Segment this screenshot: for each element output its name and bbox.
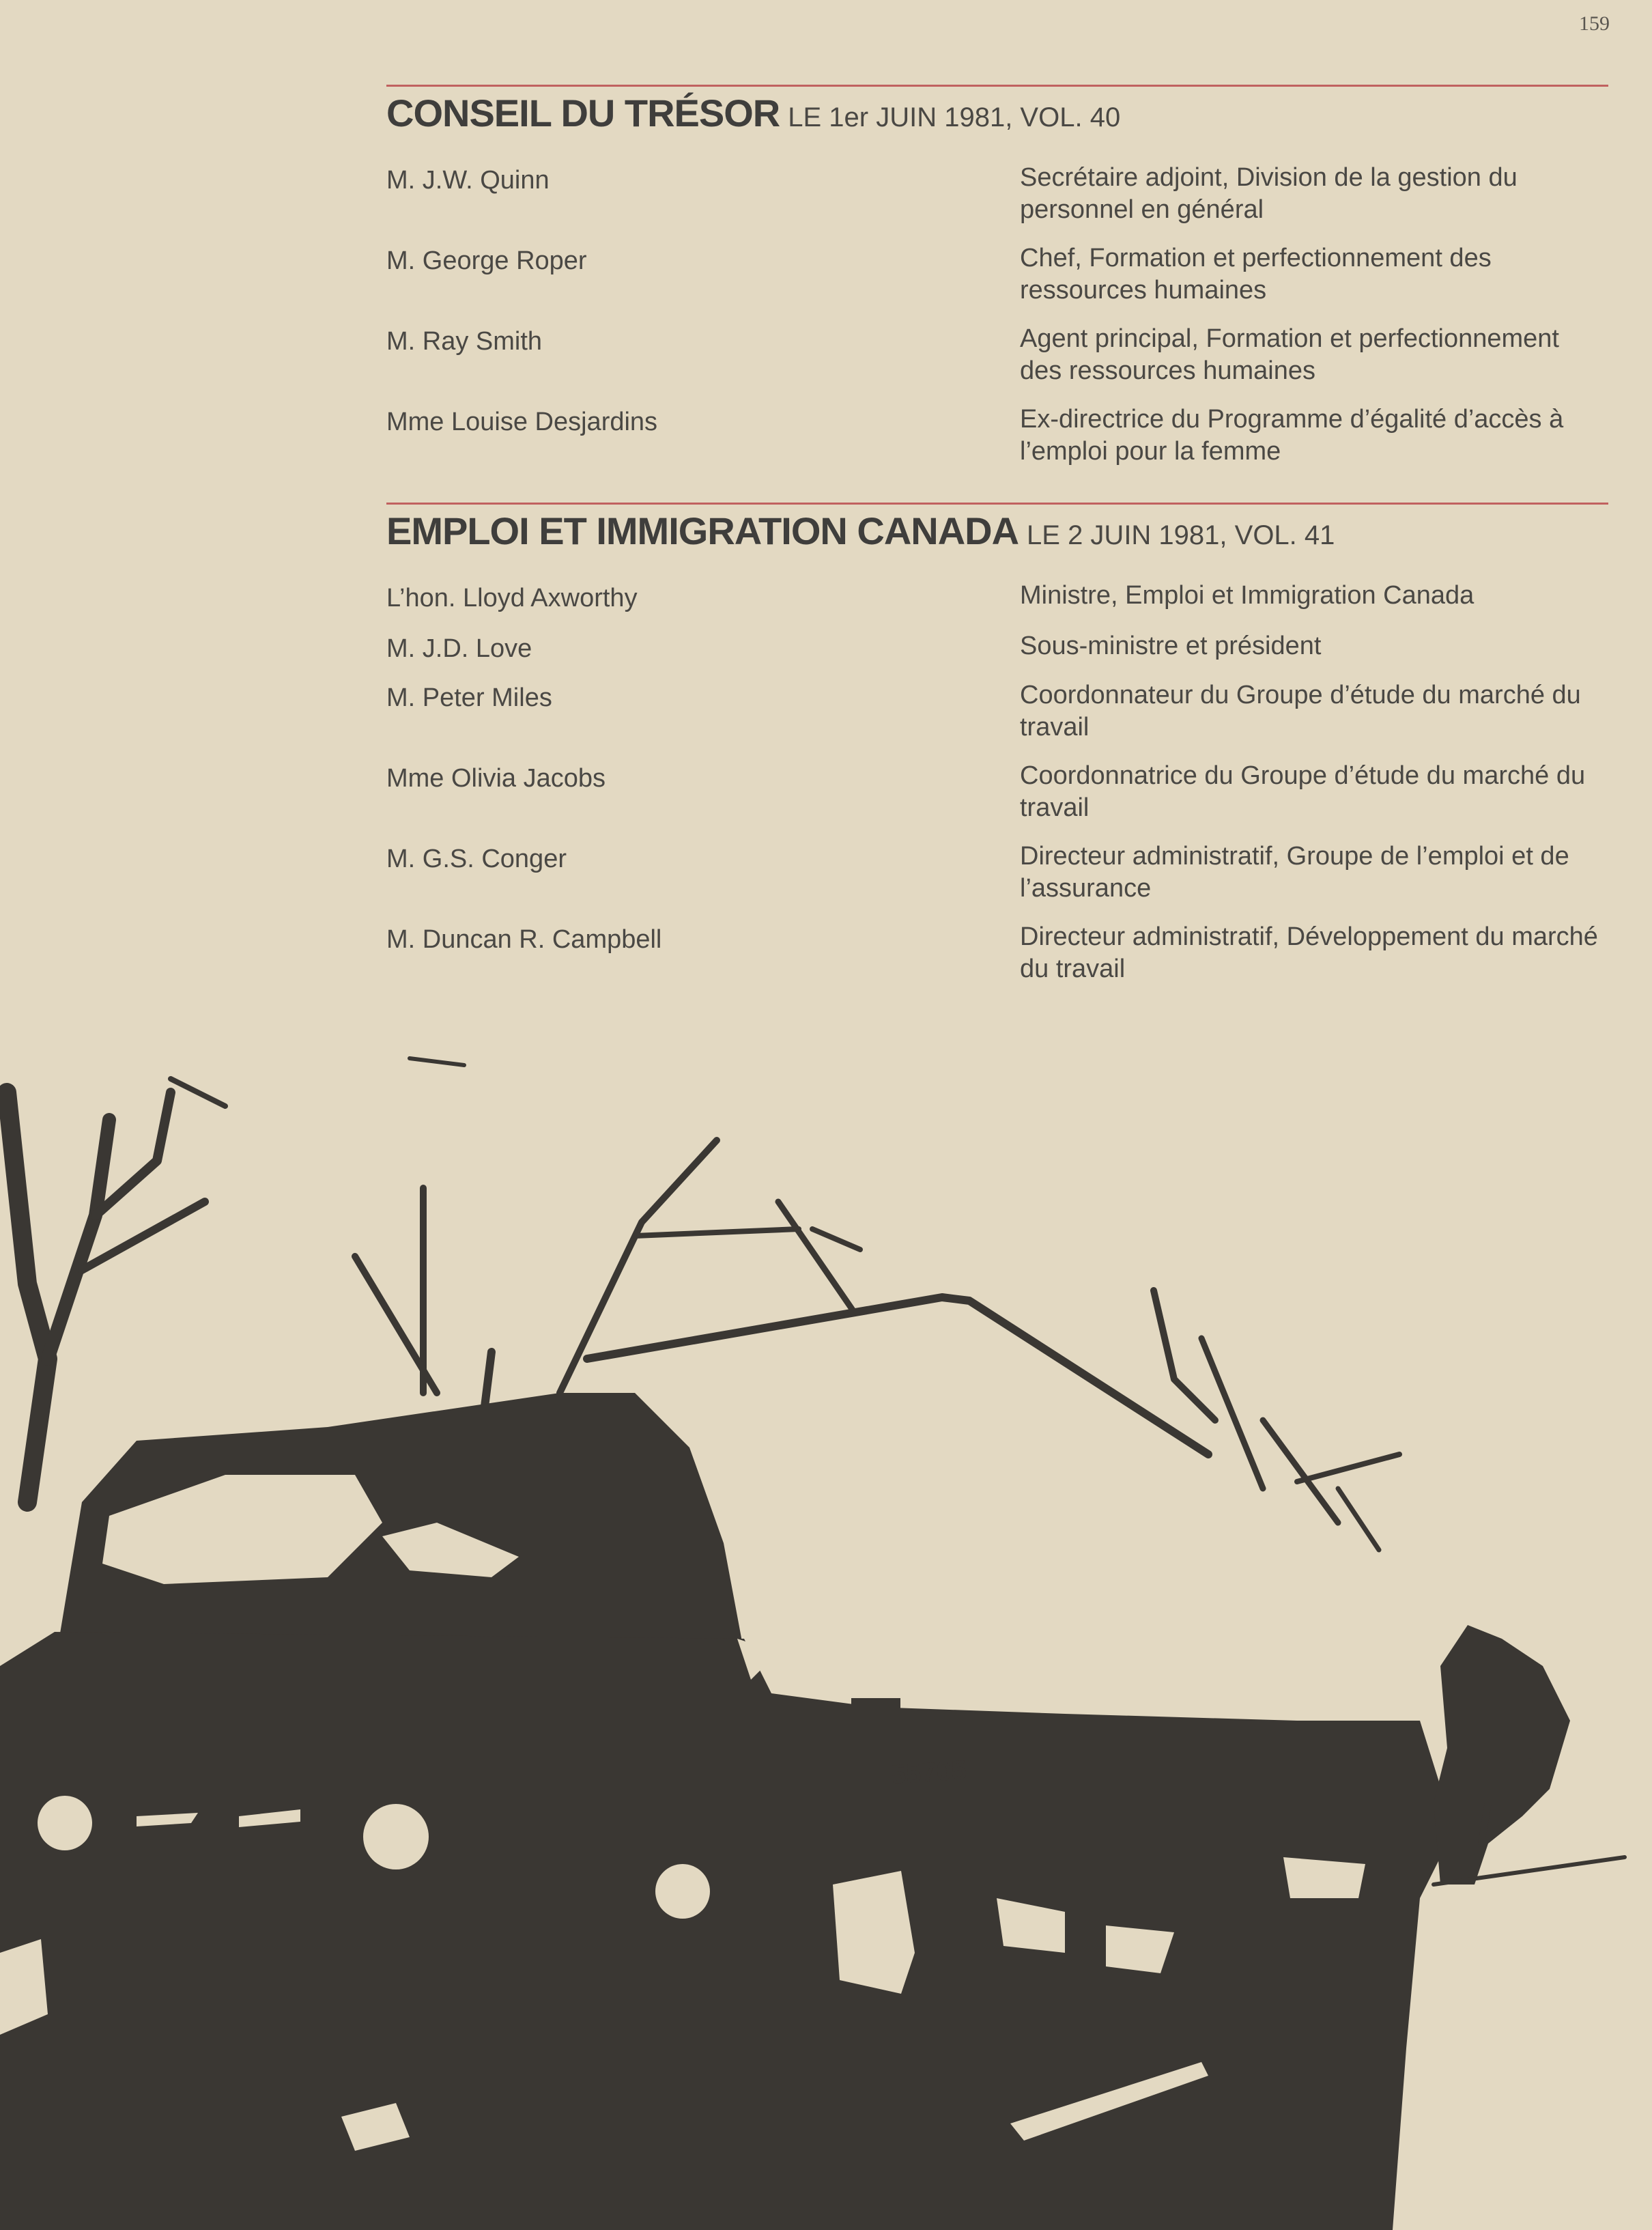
antenna <box>485 1352 492 1407</box>
hull-highlight <box>833 1871 915 1994</box>
branch <box>1297 1454 1399 1482</box>
road-wheel <box>655 1864 710 1919</box>
tank-silhouette-illustration <box>0 1038 1652 2230</box>
entry-name: M. George Roper <box>386 246 587 275</box>
section-heading <box>386 91 1608 143</box>
list-item <box>386 921 1608 989</box>
section-title: EMPLOI ET IMMIGRATION CANADA <box>386 509 1019 552</box>
entry-name: M. J.D. Love <box>386 634 532 663</box>
section-subtitle: LE 1er JUIN 1981, VOL. 40 <box>788 102 1121 132</box>
tree-branch <box>171 1079 225 1106</box>
section-emploi-immigration <box>386 503 1608 989</box>
list-item <box>386 242 1608 323</box>
entry-name: M. J.W. Quinn <box>386 166 550 195</box>
list-item <box>386 679 1608 760</box>
entry-name: M. G.S. Conger <box>386 845 567 873</box>
section-title: CONSEIL DU TRÉSOR <box>386 91 780 135</box>
entry-role: Coordonnateur du Groupe d’étude du marché du travail <box>1020 681 1581 742</box>
entry-role: Agent principal, Formation et perfectionnement des ressources humaines <box>1020 324 1559 385</box>
section-subtitle: LE 2 JUIN 1981, VOL. 41 <box>1027 520 1335 550</box>
hull <box>0 1632 1454 2230</box>
entry-role: Sous-ministre et président <box>1020 632 1322 660</box>
hatch <box>851 1698 900 1753</box>
entry-name: M. Duncan R. Campbell <box>386 925 662 954</box>
entry-name: M. Peter Miles <box>386 683 552 712</box>
branch <box>778 1202 853 1311</box>
branch <box>635 1229 799 1236</box>
entry-name: M. Ray Smith <box>386 327 543 356</box>
entry-role: Chef, Formation et perfectionnement des ressources humaines <box>1020 244 1492 305</box>
page-number: 159 <box>1579 12 1610 35</box>
list-item <box>386 404 1608 472</box>
list-item <box>386 162 1608 242</box>
road-wheel <box>363 1804 429 1869</box>
section-rule <box>386 503 1608 505</box>
entry-list <box>386 580 1608 989</box>
entry-role: Secrétaire adjoint, Division de la gestion du personnel en général <box>1020 163 1518 224</box>
list-item <box>386 323 1608 404</box>
section-heading <box>386 509 1608 561</box>
entry-list <box>386 162 1608 472</box>
road-wheel <box>38 1796 92 1850</box>
entry-name: Mme Louise Desjardins <box>386 408 658 436</box>
entry-role: Directeur administratif, Développement du marché du travail <box>1020 922 1598 983</box>
entry-name: Mme Olivia Jacobs <box>386 764 606 793</box>
gun-barrel <box>587 1297 1208 1454</box>
tree-right <box>1434 1625 1570 1885</box>
entry-role: Directeur administratif, Groupe de l’emploi et de l’assurance <box>1020 842 1569 903</box>
entry-role: Ministre, Emploi et Immigration Canada <box>1020 581 1475 610</box>
tree-trunk <box>7 1092 48 1502</box>
entry-name: L’hon. Lloyd Axworthy <box>386 584 638 612</box>
entry-role: Coordonnatrice du Groupe d’étude du marché du travail <box>1020 761 1586 822</box>
branch <box>812 1229 860 1250</box>
tree-branch <box>48 1120 109 1359</box>
vehicle-number: 55705 <box>889 1755 968 1791</box>
branch <box>560 1140 717 1393</box>
entry-role: Ex-directrice du Programme d’égalité d’accès à l’emploi pour la femme <box>1020 405 1564 466</box>
list-item <box>386 760 1608 841</box>
list-item <box>386 841 1608 921</box>
list-item <box>386 580 1608 630</box>
section-conseil-du-tresor <box>386 85 1608 472</box>
tree-branch <box>410 1058 464 1065</box>
section-rule <box>386 85 1608 87</box>
branch <box>1338 1488 1379 1550</box>
hull-highlight <box>1283 1857 1365 1898</box>
list-item <box>386 630 1608 679</box>
